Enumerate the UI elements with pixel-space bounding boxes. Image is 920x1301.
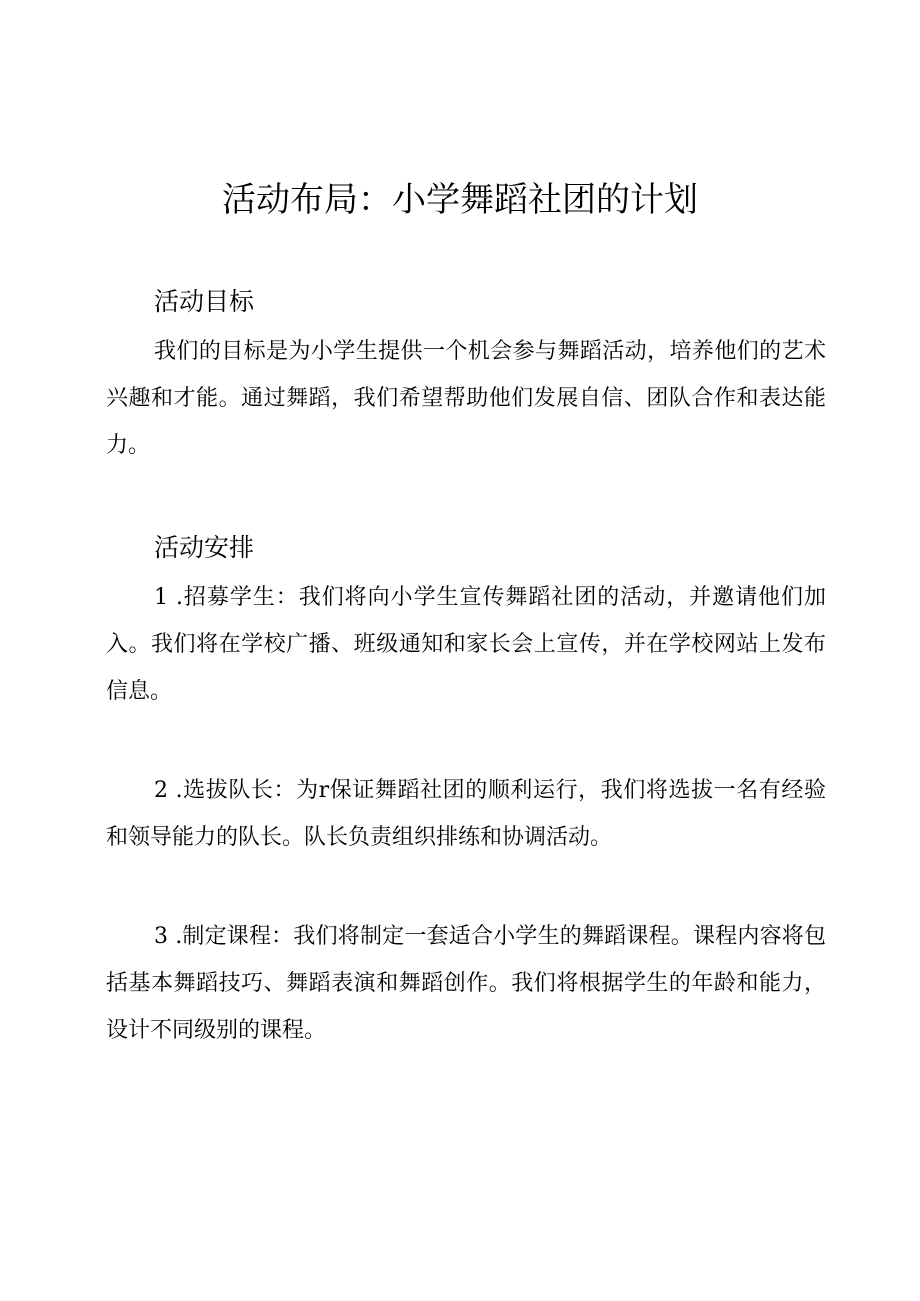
section-heading-arrangement: 活动安排 xyxy=(154,533,255,562)
section-heading-goals: 活动目标 xyxy=(154,287,255,316)
paragraph-captain: 2 .选拔队长：为r保证舞蹈社团的顺利运行，我们将选拔一名有经验和领导能力的队长。队长负责组织排练和协调活动。 xyxy=(106,778,826,850)
paragraph-recruit: 1 .招募学生：我们将向小学生宣传舞蹈社团的活动，并邀请他们加入。我们将在学校广播、班级通知和家长会上宣传，并在学校网站上发布信息。 xyxy=(106,585,826,704)
paragraph-goals: 我们的目标是为小学生提供一个机会参与舞蹈活动，培养他们的艺术兴趣和才能。通过舞蹈，我们希望帮助他们发展自信、团队合作和表达能力。 xyxy=(106,339,826,458)
document-title: 活动布局：小学舞蹈社团的计划 xyxy=(222,180,698,220)
paragraph-curriculum: 3 .制定课程：我们将制定一套适合小学生的舞蹈课程。课程内容将包括基本舞蹈技巧、舞蹈表演和舞蹈创作。我们将根据学生的年龄和能力，设计不同级别的课程。 xyxy=(106,924,826,1043)
